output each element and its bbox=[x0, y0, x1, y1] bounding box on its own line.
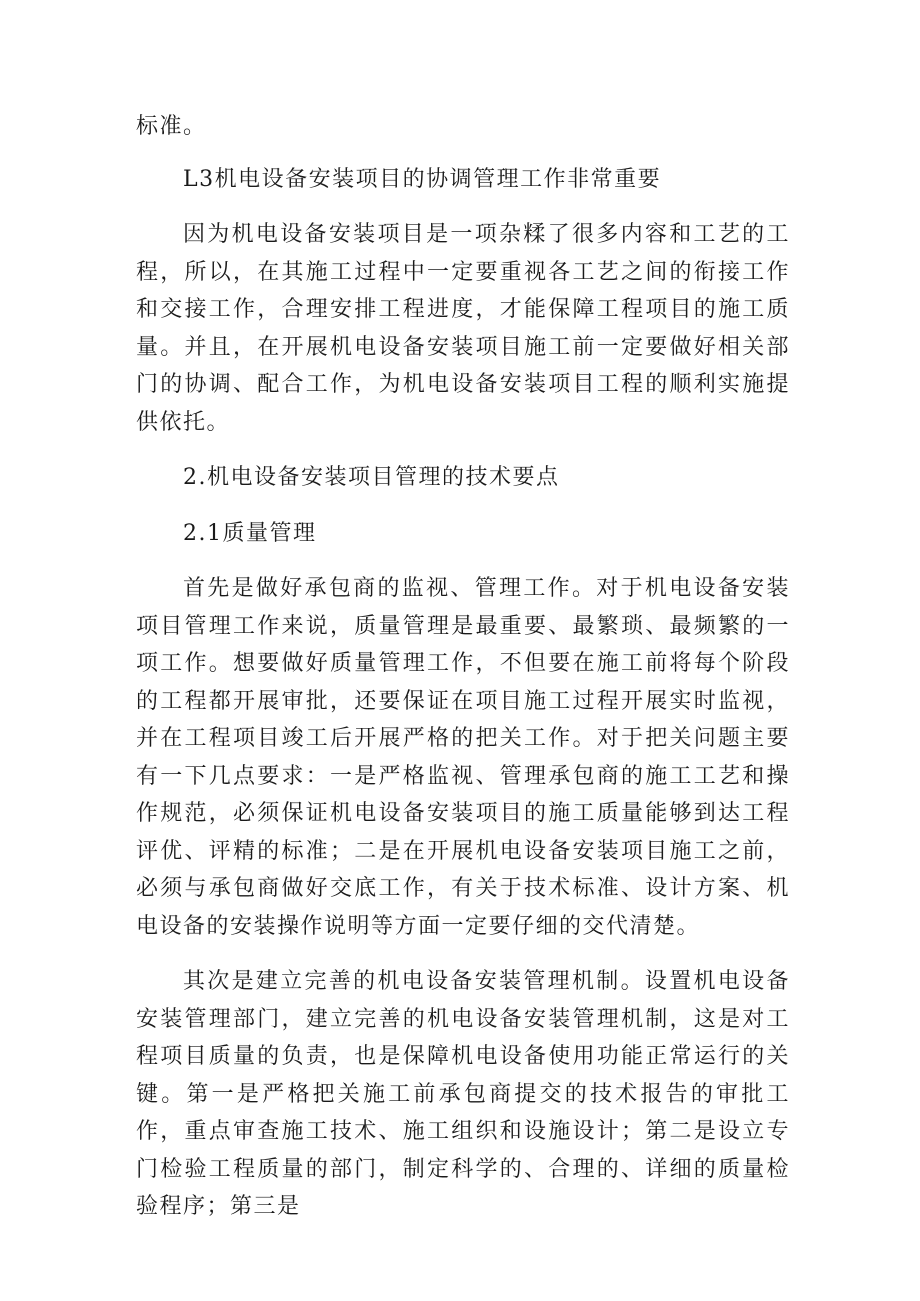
paragraph-management-mechanism: 其次是建立完善的机电设备安装管理机制。设置机电设备安装管理部门，建立完善的机电设备安装管理机制，这是对工程项目质量的负责，也是保障机电设备使用功能正常运行的关键。第一是严格把关施工前承包商提交的技术报告的审批工作，重点审查施工技术、施工组织和设施设计；第二是设立专门检验工程质量的部门，制定科学的、合理的、详细的质量检验程序；第三是 bbox=[136, 969, 790, 1219]
document-body bbox=[136, 108, 790, 1226]
paragraph-quality-contractor: 首先是做好承包商的监视、管理工作。对于机电设备安装项目管理工作来说，质量管理是最重要、最繁琐、最频繁的一项工作。想要做好质量管理工作，不但要在施工前将每个阶段的工程都开展审批，还要保证在项目施工过程开展实时监视，并在工程项目竣工后开展严格的把关工作。对于把关问题主要有一下几点要求：一是严格监视、管理承包商的施工工艺和操作规范，必须保证机电设备安装项目的施工质量能够到达工程评优、评精的标准；二是在开展机电设备安装项目施工之前，必须与承包商做好交底工作，有关于技术标准、设计方案、机电设备的安装操作说明等方面一定要仔细的交代清楚。 bbox=[136, 576, 790, 939]
section-heading-2-1: 2.1质量管理 bbox=[183, 520, 317, 546]
paragraph-coordination: 因为机电设备安装项目是一项杂糅了很多内容和工艺的工程，所以，在其施工过程中一定要重视各工艺之间的衔接工作和交接工作，合理安排工程进度，才能保障工程项目的施工质量。并且，在开展机电设备安装项目施工前一定要做好相关部门的协调、配合工作，为机电设备安装项目工程的顺利实施提供依托。 bbox=[136, 222, 790, 435]
paragraph-continuation: 标准。 bbox=[136, 114, 207, 139]
section-heading-2: 2.机电设备安装项目管理的技术要点 bbox=[183, 465, 560, 490]
section-heading-1-3: L3机电设备安装项目的协调管理工作非常重要 bbox=[183, 166, 662, 192]
